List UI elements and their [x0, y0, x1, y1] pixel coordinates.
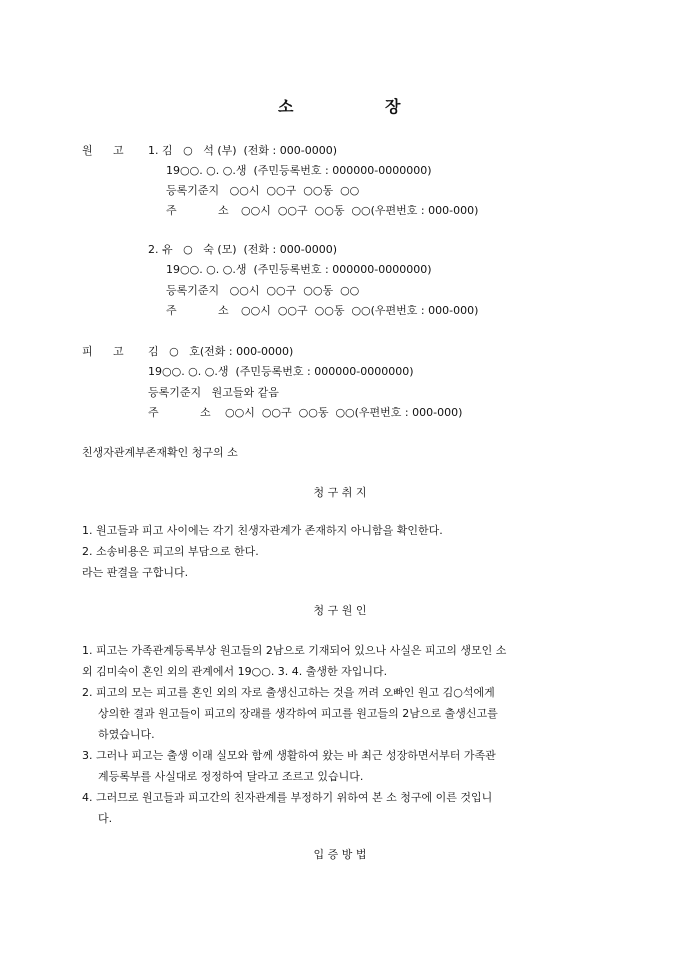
- defendant-label-2: 고: [113, 345, 124, 358]
- defendant-address-label-2: 소: [200, 406, 211, 419]
- defendant-address-label-1: 주: [148, 406, 159, 419]
- plaintiff-1-address: ○○시 ○○구 ○○동 ○○(우편번호 : 000-000): [241, 204, 479, 217]
- plaintiff-1-birth: 19○○. ○. ○.생 (주민등록번호 : 000000-0000000): [166, 164, 432, 177]
- plaintiff-label-1: 원: [82, 144, 93, 157]
- claim-purpose-line-3: 라는 판결을 구합니다.: [82, 566, 189, 579]
- defendant-birth: 19○○. ○. ○.생 (주민등록번호 : 000000-0000000): [148, 365, 414, 378]
- claim-cause-item-1-line-2: 외 김미숙이 혼인 외의 관계에서 19○○. 3. 4. 출생한 자입니다.: [82, 665, 388, 678]
- plaintiff-1-address-label-2: 소: [218, 204, 229, 217]
- plaintiff-1-name: 1. 김 ○ 석 (부) (전화 : 000-0000): [148, 144, 338, 157]
- claim-cause-item-2-line-2: 상의한 결과 원고들이 피고의 장래를 생각하여 피고를 원고들의 2남으로 출생신고를: [98, 707, 498, 720]
- evidence-heading: 입 증 방 법: [313, 848, 367, 861]
- plaintiff-1-address-label-1: 주: [166, 204, 177, 217]
- claim-cause-item-2-line-1: 2. 피고의 모는 피고를 혼인 외의 자로 출생신고하는 것을 꺼려 오빠인 원고 김○석에게: [82, 686, 495, 699]
- plaintiff-2-name: 2. 유 ○ 숙 (모) (전화 : 000-0000): [148, 243, 338, 256]
- plaintiff-label-2: 고: [113, 144, 124, 157]
- defendant-label-1: 피: [82, 345, 93, 358]
- claim-cause-body: [82, 640, 598, 829]
- title-char-2: 장: [385, 97, 401, 116]
- claim-cause-heading: 청 구 원 인: [313, 604, 367, 617]
- defendant-name: 김 ○ 호(전화 : 000-0000): [148, 345, 294, 358]
- defendant-registry: 등록기준지 원고들와 같음: [148, 386, 279, 399]
- claim-cause-item-1-line-1: 1. 피고는 가족관계등록부상 원고들의 2남으로 기재되어 있으나 사실은 피고의 생모인 소: [82, 644, 507, 657]
- claim-cause-item-3-line-1: 3. 그러나 피고는 출생 이래 실모와 함께 생활하여 왔는 바 최근 성장하면서부터 가족관: [82, 749, 496, 762]
- claim-purpose-heading: 청 구 취 지: [313, 486, 367, 499]
- claim-purpose-body: [82, 520, 598, 583]
- plaintiff-2-registry: 등록기준지 ○○시 ○○구 ○○동 ○○: [166, 284, 360, 297]
- claim-cause-item-2-line-3: 하였습니다.: [98, 728, 155, 741]
- case-title: 친생자관계부존재확인 청구의 소: [82, 446, 238, 459]
- title-char-1: 소: [278, 97, 294, 116]
- claim-cause-item-4-line-1: 4. 그러므로 원고들과 피고간의 친자관계를 부정하기 위하여 본 소 청구에 이른 것입니: [82, 791, 493, 804]
- plaintiff-1-registry: 등록기준지 ○○시 ○○구 ○○동 ○○: [166, 184, 360, 197]
- claim-purpose-line-2: 2. 소송비용은 피고의 부담으로 한다.: [82, 545, 259, 558]
- claim-cause-item-4-line-2: 다.: [98, 812, 113, 825]
- plaintiff-2-birth: 19○○. ○. ○.생 (주민등록번호 : 000000-0000000): [166, 263, 432, 276]
- defendant-address: ○○시 ○○구 ○○동 ○○(우편번호 : 000-000): [225, 406, 463, 419]
- plaintiff-2-address-label-1: 주: [166, 304, 177, 317]
- plaintiff-2-address: ○○시 ○○구 ○○동 ○○(우편번호 : 000-000): [241, 304, 479, 317]
- plaintiff-2-address-label-2: 소: [218, 304, 229, 317]
- claim-purpose-line-1: 1. 원고들과 피고 사이에는 각기 친생자관계가 존재하지 아니함을 확인한다.: [82, 524, 443, 537]
- claim-cause-item-3-line-2: 계등록부를 사실대로 정정하여 달라고 조르고 있습니다.: [98, 770, 364, 783]
